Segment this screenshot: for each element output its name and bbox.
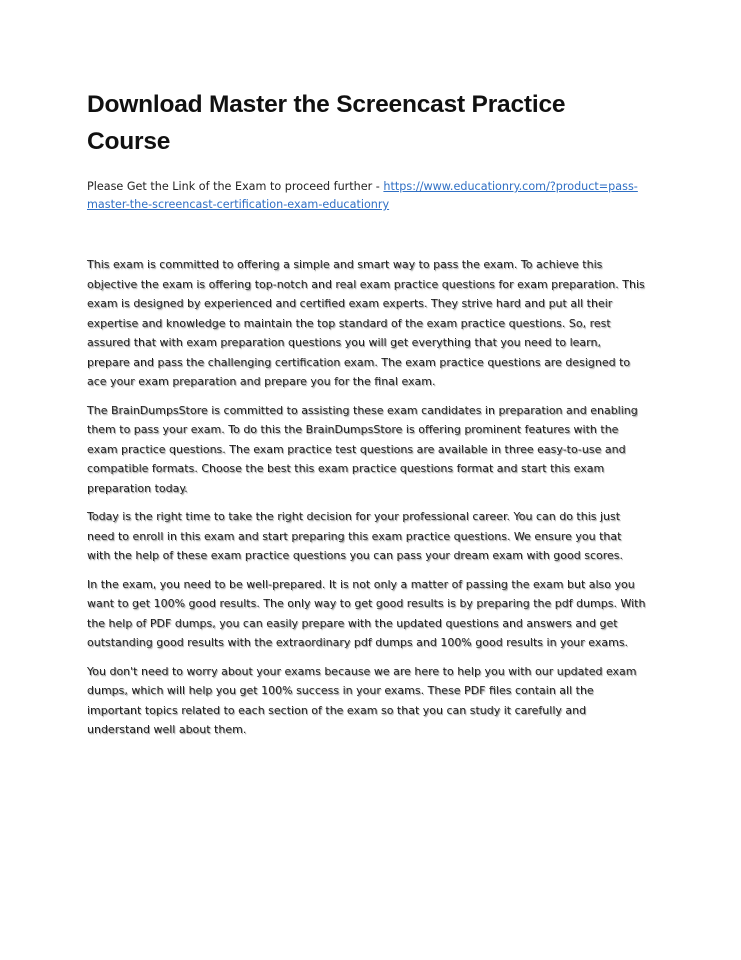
page-title: Download Master the Screencast Practice Course xyxy=(87,91,566,155)
intro-text: Please Get the Link of the Exam to proceed further - xyxy=(87,180,384,193)
exam-link[interactable]: https://www.educationry.com/?product=pass-master-the-screencast-certification-exam-educationry xyxy=(87,180,638,211)
paragraph-3: Today is the right time to take the right decision for your professional career. You can do this just need to enroll in this exam and start preparing this exam practice questions. We ensure you that with the help of these exam practice questions you can pass your dream exam with good scores. xyxy=(87,510,624,562)
intro-line xyxy=(87,178,647,214)
paragraph-1: This exam is committed to offering a simple and smart way to pass the exam. To achieve this objective the exam is offering top-notch and real exam practice questions for exam preparation. This exam is designed by experienced and certified exam experts. They strive hard and put all their expertise and knowledge to maintain the top standard of the exam practice questions. So, rest assured that with exam preparation questions you will get everything that you need to learn, prepare and pass the challenging certification exam. The exam practice questions are designed to ace your exam preparation and prepare you for the final exam. xyxy=(87,258,645,388)
paragraph-2: The BrainDumpsStore is committed to assisting these exam candidates in preparation and enabling them to pass your exam. To do this the BrainDumpsStore is offering prominent features with the exam practice questions. The exam practice test questions are available in three easy-to-use and compatible formats. Choose the best this exam practice questions format and start this exam preparation today. xyxy=(87,403,638,495)
document-content xyxy=(87,86,647,749)
paragraph-4: In the exam, you need to be well-prepared. It is not only a matter of passing the exam but also you want to get 100% good results. The only way to get good results is by preparing the pdf dumps. With the help of PDF dumps, you can easily prepare with the updated questions and answers and get outstanding good results with the extraordinary pdf dumps and 100% good results in your exams. xyxy=(87,577,646,649)
body-text xyxy=(87,255,647,740)
paragraph-5: You don't need to worry about your exams because we are here to help you with our updated exam dumps, which will help you get 100% success in your exams. These PDF files contain all the important topics related to each section of the exam so that you can study it carefully and understand well about them. xyxy=(87,664,637,736)
